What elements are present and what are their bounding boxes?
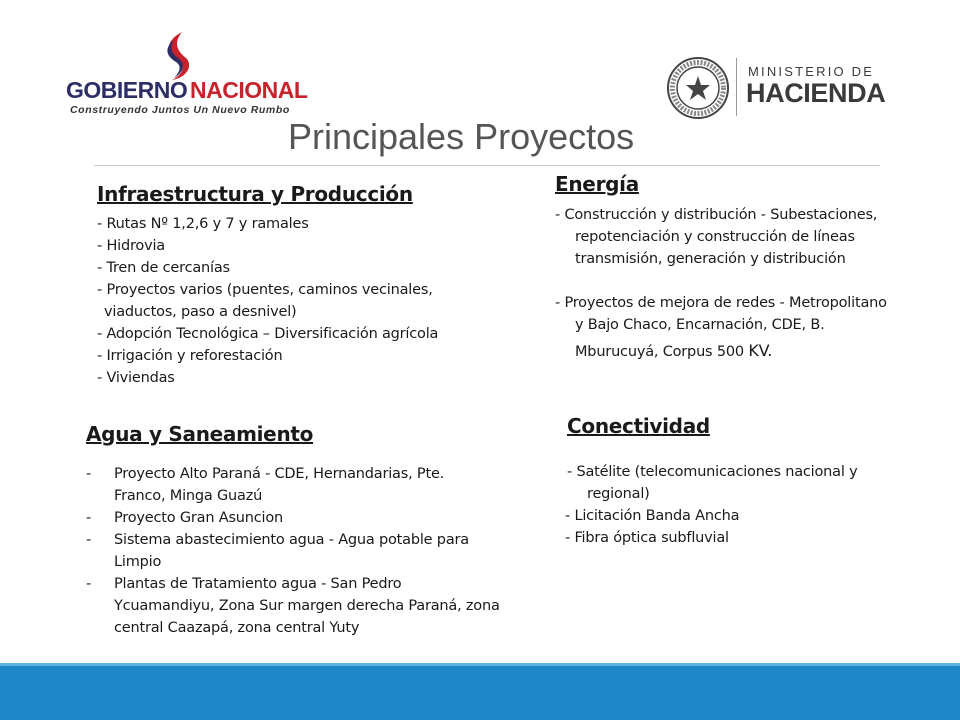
agua-list [86, 463, 500, 639]
list-item: - Irrigación y reforestación [97, 348, 283, 364]
list-item: - Fibra óptica subfluvial [565, 530, 729, 546]
list-item-continuation [555, 340, 927, 363]
list-item: - Licitación Banda Ancha [565, 508, 740, 524]
list-item-continuation: Franco, Minga Guazú [114, 488, 263, 504]
list-item: - Adopción Tecnológica – Diversificación agrícola [97, 326, 439, 342]
infraestructura-list [97, 213, 438, 389]
title-divider [94, 165, 880, 166]
flag-swoosh-icon [156, 30, 196, 82]
list-item-continuation: regional) [587, 486, 650, 502]
logo-separator [736, 58, 737, 116]
list-item: - Proyectos de mejora de redes - Metropolitano [555, 295, 887, 311]
logo-word-gobierno: GOBIERNO [66, 77, 188, 103]
infraestructura-heading: Infraestructura y Producción [97, 182, 413, 206]
list-item: - Proyecto Gran Asuncion [86, 510, 284, 526]
list-item: - Satélite (telecomunicaciones nacional y [567, 464, 858, 480]
agua-heading: Agua y Saneamiento [86, 422, 314, 446]
footer-bar [0, 666, 960, 720]
list-item [555, 204, 927, 226]
list-item-continuation: repotenciación y construcción de líneas [575, 229, 855, 245]
list-item: - Sistema abastecimiento agua - Agua potable para [86, 532, 469, 548]
list-item: - Viviendas [97, 370, 175, 386]
list-item: - Tren de cercanías [97, 260, 230, 276]
page-title: Principales Proyectos [288, 116, 635, 157]
conectividad-list [567, 461, 857, 549]
list-item: - Rutas Nº 1,2,6 y 7 y ramales [97, 216, 309, 232]
gobierno-nacional-logo [66, 30, 316, 126]
logo-word-nacional: NACIONAL [190, 77, 308, 103]
logo-ministerio-de: MINISTERIO DE [748, 64, 875, 79]
list-item-continuation: central Caazapá, zona central Yuty [114, 620, 360, 636]
energia-list [555, 204, 927, 363]
list-item: - Proyecto Alto Paraná - CDE, Hernandarias, Pte. [86, 466, 445, 482]
conectividad-heading: Conectividad [567, 414, 710, 438]
energia-item2-line3: Mburucuyá, Corpus 500 [575, 344, 749, 360]
list-item: - Plantas de Tratamiento agua - San Pedro [86, 576, 402, 592]
energia-kv-unit: KV. [748, 341, 773, 360]
list-item: - Hidrovia [97, 238, 165, 254]
list-item: - Proyectos varios (puentes, caminos vecinales, [97, 282, 433, 298]
logo-tagline: Construyendo Juntos Un Nuevo Rumbo [70, 104, 290, 116]
list-item-continuation: Ycuamandiyu, Zona Sur margen derecha Paraná, zona [114, 598, 500, 614]
energia-heading: Energía [555, 172, 639, 196]
list-item: viaductos, paso a desnivel) [104, 304, 297, 320]
ministerio-hacienda-logo [664, 54, 900, 120]
list-item-continuation: transmisión, generación y distribución [575, 251, 846, 267]
logo-hacienda: HACIENDA [746, 78, 886, 108]
paraguay-seal-icon [666, 56, 730, 120]
list-item-continuation: y Bajo Chaco, Encarnación, CDE, B. [575, 317, 825, 333]
list-item-continuation: Limpio [114, 554, 162, 570]
energia-item1: - Construcción y distribución - Subestaciones, [555, 207, 878, 223]
